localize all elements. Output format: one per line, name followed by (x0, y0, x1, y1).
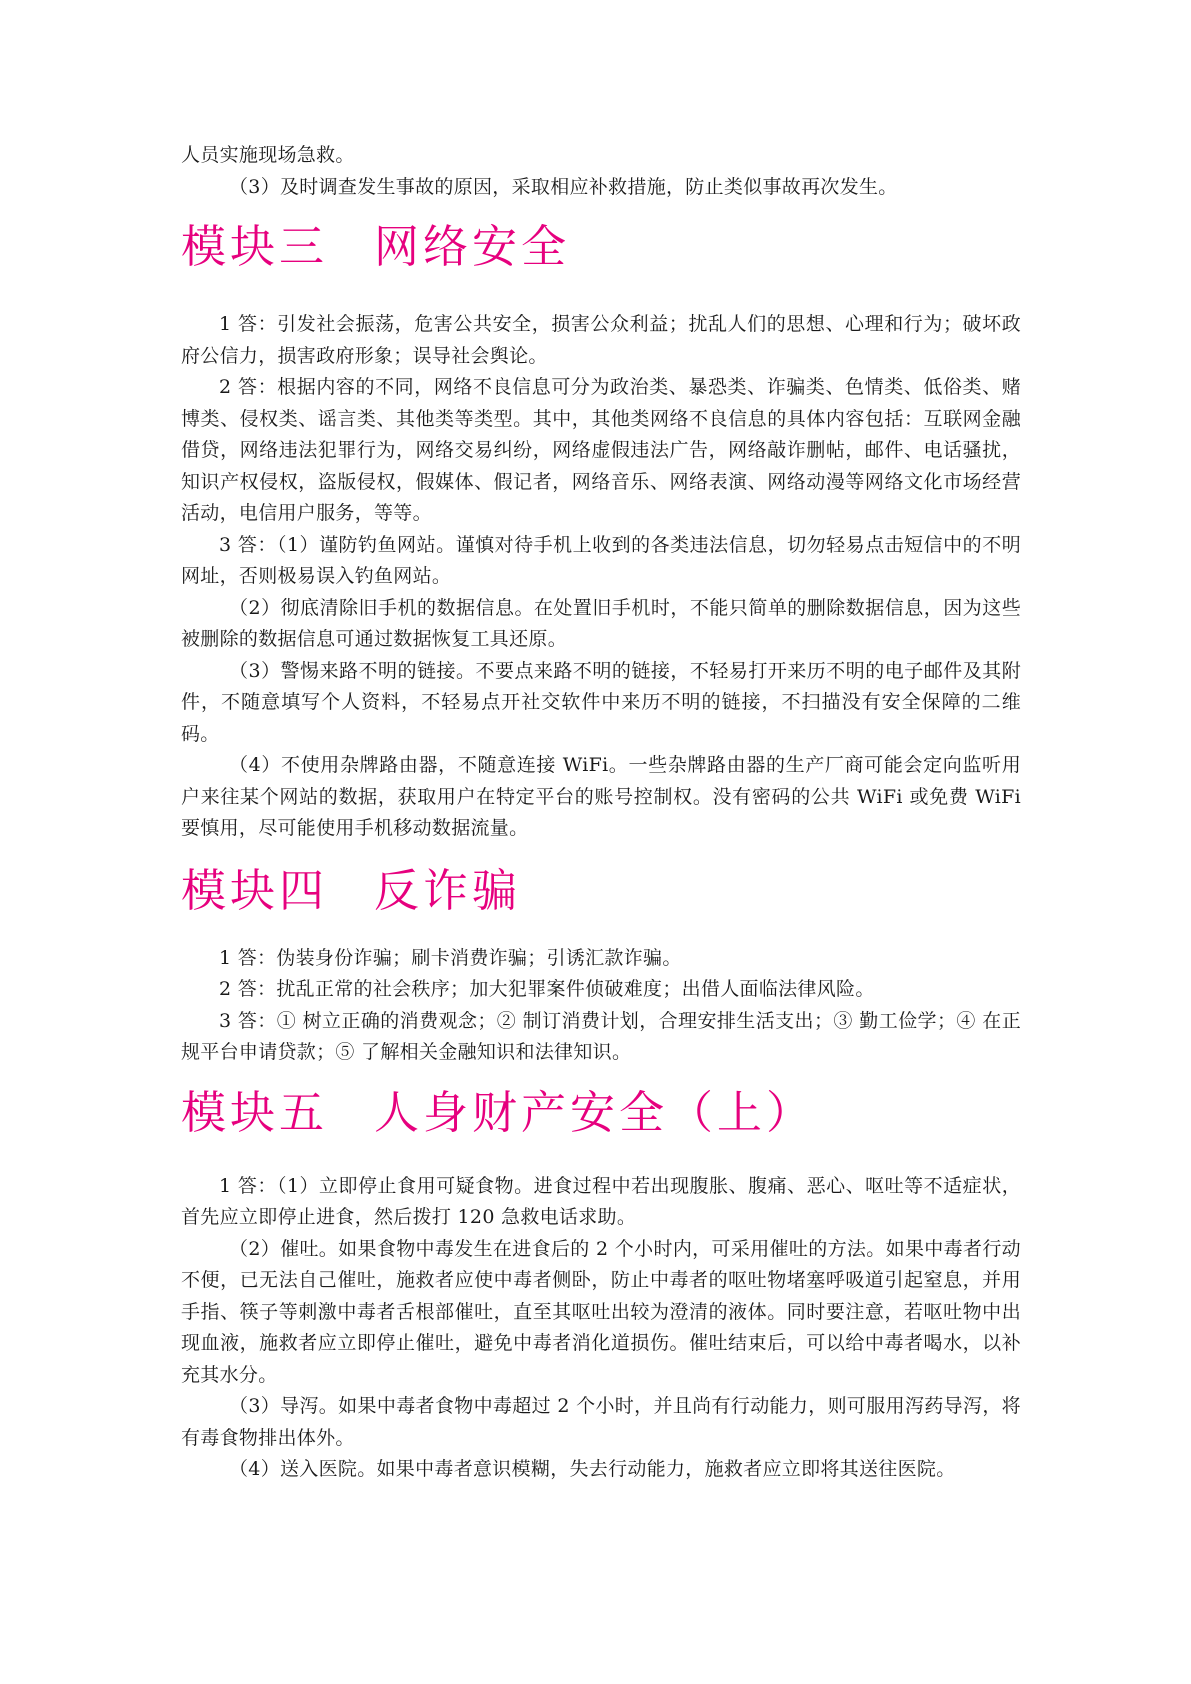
module4-answer-1: 1 答：伪装身份诈骗；刷卡消费诈骗；引诱汇款诈骗。 (219, 946, 682, 969)
module4-answer-3: 3 答：① 树立正确的消费观念；② 制订消费计划，合理安排生活支出；③ 勤工俭学；④ 在正规平台申请贷款；⑤ 了解相关金融知识和法律知识。 (181, 1009, 1021, 1063)
module3-answer-1: 1 答：引发社会振荡，危害公共安全，损害公众利益；扰乱人们的思想、心理和行为；破坏政府公信力，损害政府形象；误导社会舆论。 (181, 313, 1021, 367)
intro-line: 人员实施现场急救。 (181, 144, 355, 166)
module3-heading-title: 网络安全 (374, 220, 571, 273)
module5-answer-1-item-3: （3）导泻。如果中毒者食物中毒超过 2 个小时，并且尚有行动能力，则可服用泻药导泻，将有毒食物排出体外。 (181, 1395, 1021, 1449)
document-page (181, 140, 1021, 1486)
module3-answer-3: 3 答：（1）谨防钓鱼网站。谨慎对待手机上收到的各类违法信息，切勿轻易点击短信中的不明网址，否则极易误入钓鱼网站。 (181, 533, 1021, 587)
module4-heading (181, 863, 1021, 919)
module5-heading-number: 模块五 (181, 1085, 329, 1139)
intro-item-3: （3）及时调查发生事故的原因，采取相应补救措施，防止类似事故再次发生。 (229, 175, 898, 198)
module5-answer-1-item-4: （4）送入医院。如果中毒者意识模糊，失去行动能力，施救者应立即将其送往医院。 (229, 1458, 956, 1480)
module4-answer-2: 2 答：扰乱正常的社会秩序；加大犯罪案件侦破难度；出借人面临法律风险。 (219, 978, 875, 1000)
module4-heading-title: 反诈骗 (374, 863, 522, 917)
module5-heading-title: 人身财产安全（上） (374, 1085, 816, 1139)
module3-answer-3-item-3: （3）警惕来路不明的链接。不要点来路不明的链接，不轻易打开来历不明的电子邮件及其附件，不随意填写个人资料，不轻易点开社交软件中来历不明的链接，不扫描没有安全保障的二维码。 (181, 659, 1021, 745)
module3-heading (181, 219, 1021, 275)
module5-answer-1-item-2: （2）催吐。如果食物中毒发生在进食后的 2 个小时内，可采用催吐的方法。如果中毒者行动不便，已无法自己催吐，施救者应使中毒者侧卧，防止中毒者的呕吐物堵塞呼吸道引起窒息，并用手指、筷子等刺激中毒者舌根部催吐，直至其呕吐出较为澄清的液体。同时要注意，若呕吐物中出现血液，施救者应立即停止催吐，避免中毒者消化道损伤。催吐结束后，可以给中毒者喝水，以补充其水分。 (181, 1237, 1021, 1386)
module3-answer-3-item-2: （2）彻底清除旧手机的数据信息。在处置旧手机时，不能只简单的删除数据信息，因为这些被删除的数据信息可通过数据恢复工具还原。 (181, 596, 1021, 650)
module5-answer-1: 1 答：（1）立即停止食用可疑食物。进食过程中若出现腹胀、腹痛、恶心、呕吐等不适症状，首先应立即停止进食，然后拨打 120 急救电话求助。 (181, 1174, 1021, 1228)
module3-answer-2: 2 答：根据内容的不同，网络不良信息可分为政治类、暴恐类、诈骗类、色情类、低俗类、赌博类、侵权类、谣言类、其他类等类型。其中，其他类网络不良信息的具体内容包括：互联网金融借贷，网络违法犯罪行为，网络交易纠纷，网络虚假违法广告，网络敲诈删帖，邮件、电话骚扰，知识产权侵权，盗版侵权，假媒体、假记者，网络音乐、网络表演、网络动漫等网络文化市场经营活动，电信用户服务，等等。 (181, 376, 1021, 524)
module5-heading (181, 1085, 1021, 1141)
module3-answer-3-item-4: （4）不使用杂牌路由器，不随意连接 WiFi。一些杂牌路由器的生产厂商可能会定向监听用户来往某个网站的数据，获取用户在特定平台的账号控制权。没有密码的公共 WiFi 或免费 WiFi 要慎用，尽可能使用手机移动数据流量。 (181, 754, 1021, 839)
module3-heading-number: 模块三 (181, 220, 329, 273)
module4-heading-number: 模块四 (181, 863, 329, 917)
